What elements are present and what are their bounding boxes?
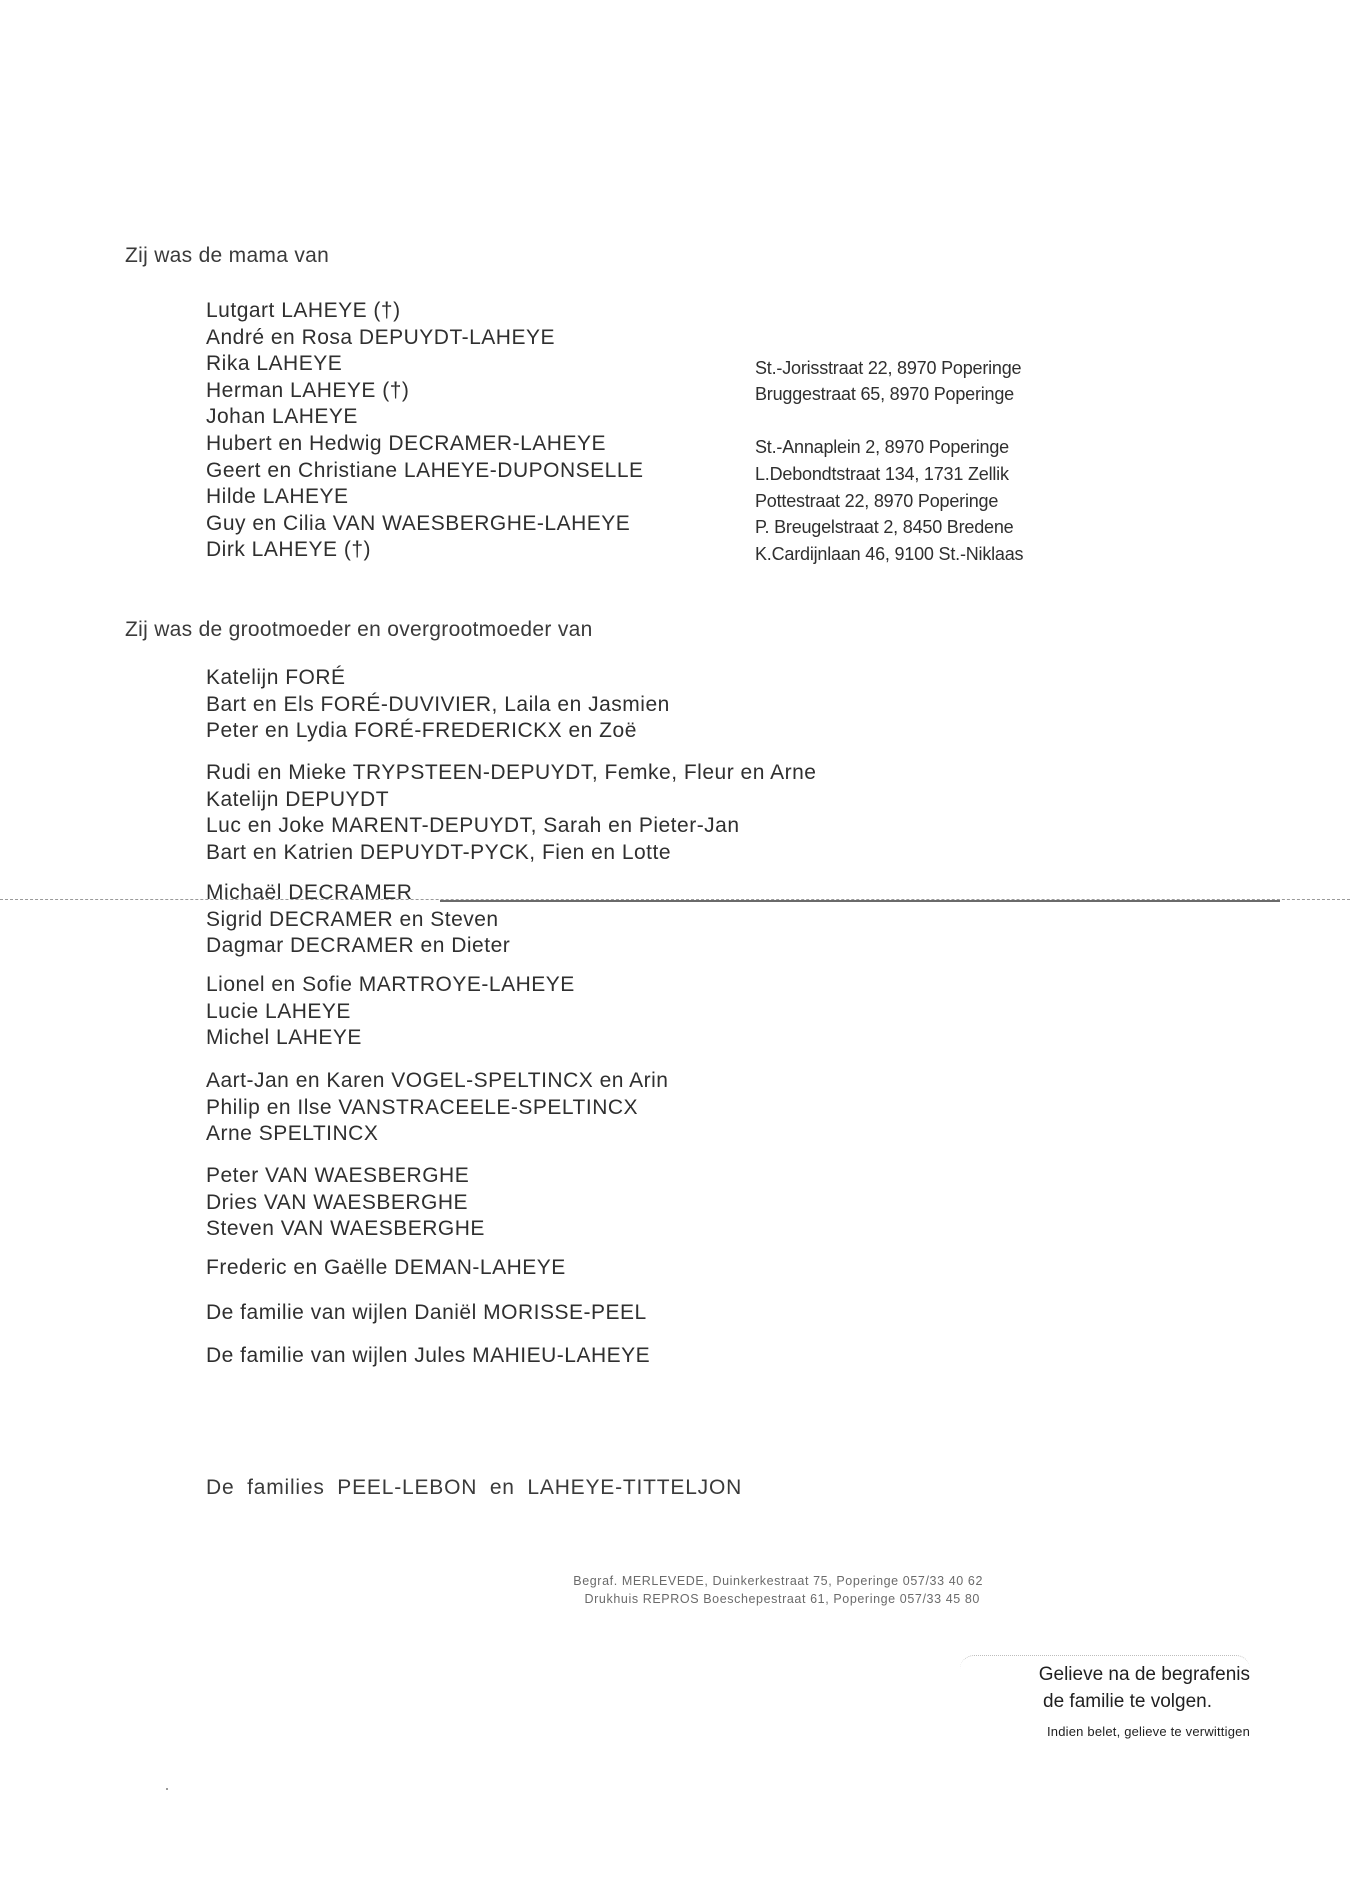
child-address: K.Cardijnlaan 46, 9100 St.-Niklaas: [755, 543, 1024, 564]
grandchild-name: Frederic en Gaëlle DEMAN-LAHEYE: [206, 1256, 566, 1279]
child-name: Guy en Cilia VAN WAESBERGHE-LAHEYE: [206, 511, 631, 535]
grandchild-name: Peter en Lydia FORÉ-FREDERICKX en Zoë: [206, 719, 637, 743]
grandchildren-group: [206, 760, 816, 866]
grandchildren-group: [206, 1163, 485, 1243]
child-address: [755, 408, 1023, 435]
grandchildren-group: [206, 1255, 566, 1282]
child-address: [755, 328, 1023, 355]
grandchild-name: De familie van wijlen Daniël MORISSE-PEEL: [206, 1301, 647, 1324]
grandchild-name: Arne SPELTINCX: [206, 1122, 379, 1146]
child-address: P. Breugelstraat 2, 8450 Bredene: [755, 517, 1014, 538]
address-list: [755, 328, 1023, 567]
grandchild-name: Michaël DECRAMER: [206, 881, 413, 904]
child-name: Johan LAHEYE: [206, 405, 358, 429]
grandchild-name: Michel LAHEYE: [206, 1026, 362, 1050]
grandchild-name: Lionel en Sofie MARTROYE-LAHEYE: [206, 973, 575, 996]
grandchild-name: De familie van wijlen Jules MAHIEU-LAHEYE: [206, 1344, 651, 1367]
grandchildren-group: [206, 665, 670, 745]
child-address: L.Debondtstraat 134, 1731 Zellik: [755, 463, 1009, 484]
child-address: St.-Annaplein 2, 8970 Poperinge: [755, 437, 1009, 458]
note-line-2: de familie te volgen.: [1043, 1691, 1212, 1712]
child-name: Dirk LAHEYE (†): [206, 538, 372, 562]
child-name: Geert en Christiane LAHEYE-DUPONSELLE: [206, 458, 644, 482]
printer-line: Drukhuis REPROS Boeschepestraat 61, Poperinge 057/33 45 80: [584, 1592, 980, 1606]
grandchild-name: Rudi en Mieke TRYPSTEEN-DEPUYDT, Femke, Fleur en Arne: [206, 761, 817, 784]
child-address: Pottestraat 22, 8970 Poperinge: [755, 490, 999, 511]
grandchild-name: Philip en Ilse VANSTRACEELE-SPELTINCX: [206, 1095, 639, 1119]
funeral-director-line: Begraf. MERLEVEDE, Duinkerkestraat 75, Poperinge 057/33 40 62: [573, 1574, 983, 1588]
note-line-1: Gelieve na de begrafenis: [1038, 1664, 1250, 1685]
grandchild-name: Dagmar DECRAMER en Dieter: [206, 934, 511, 958]
children-list: [206, 298, 644, 564]
mama-heading: Zij was de mama van: [125, 244, 330, 267]
scan-fold-line-dark: [440, 900, 1280, 902]
families-line: De families PEEL-LEBON en LAHEYE-TITTELJON: [206, 1476, 743, 1499]
scan-speck: [166, 1788, 168, 1790]
note-line-3: Indien belet, gelieve te verwittigen: [1046, 1724, 1250, 1739]
grandchild-name: Katelijn FORÉ: [206, 666, 346, 689]
grandchild-name: Aart-Jan en Karen VOGEL-SPELTINCX en Arin: [206, 1069, 669, 1092]
grandchild-name: Luc en Joke MARENT-DEPUYDT, Sarah en Pieter-Jan: [206, 814, 740, 838]
grandchildren-group: [206, 880, 510, 960]
child-name: Herman LAHEYE (†): [206, 378, 410, 402]
child-name: Hubert en Hedwig DECRAMER-LAHEYE: [206, 431, 606, 455]
grandchild-name: Bart en Katrien DEPUYDT-PYCK, Fien en Lotte: [206, 840, 672, 864]
follow-family-note: [960, 1655, 1250, 1746]
grandchild-name: Sigrid DECRAMER en Steven: [206, 907, 499, 931]
grandchildren-group: [206, 1068, 668, 1148]
grandchildren-group: [206, 972, 575, 1052]
grandchild-name: Lucie LAHEYE: [206, 999, 351, 1023]
grandchild-name: Bart en Els FORÉ-DUVIVIER, Laila en Jasmien: [206, 692, 670, 716]
child-name: Lutgart LAHEYE (†): [206, 299, 401, 322]
child-address: St.-Jorisstraat 22, 8970 Poperinge: [755, 357, 1022, 378]
grandchild-name: Steven VAN WAESBERGHE: [206, 1217, 485, 1241]
grandchildren-group: [206, 1300, 647, 1327]
grandmother-heading: Zij was de grootmoeder en overgrootmoeder van: [125, 618, 593, 641]
child-name: Rika LAHEYE: [206, 352, 343, 376]
grandchildren-group: [206, 1343, 650, 1370]
child-name: Hilde LAHEYE: [206, 485, 349, 509]
grandchild-name: Katelijn DEPUYDT: [206, 787, 390, 811]
child-address: Bruggestraat 65, 8970 Poperinge: [755, 384, 1014, 405]
grandchild-name: Peter VAN WAESBERGHE: [206, 1164, 470, 1187]
grandchild-name: Dries VAN WAESBERGHE: [206, 1190, 469, 1214]
child-name: André en Rosa DEPUYDT-LAHEYE: [206, 325, 555, 349]
